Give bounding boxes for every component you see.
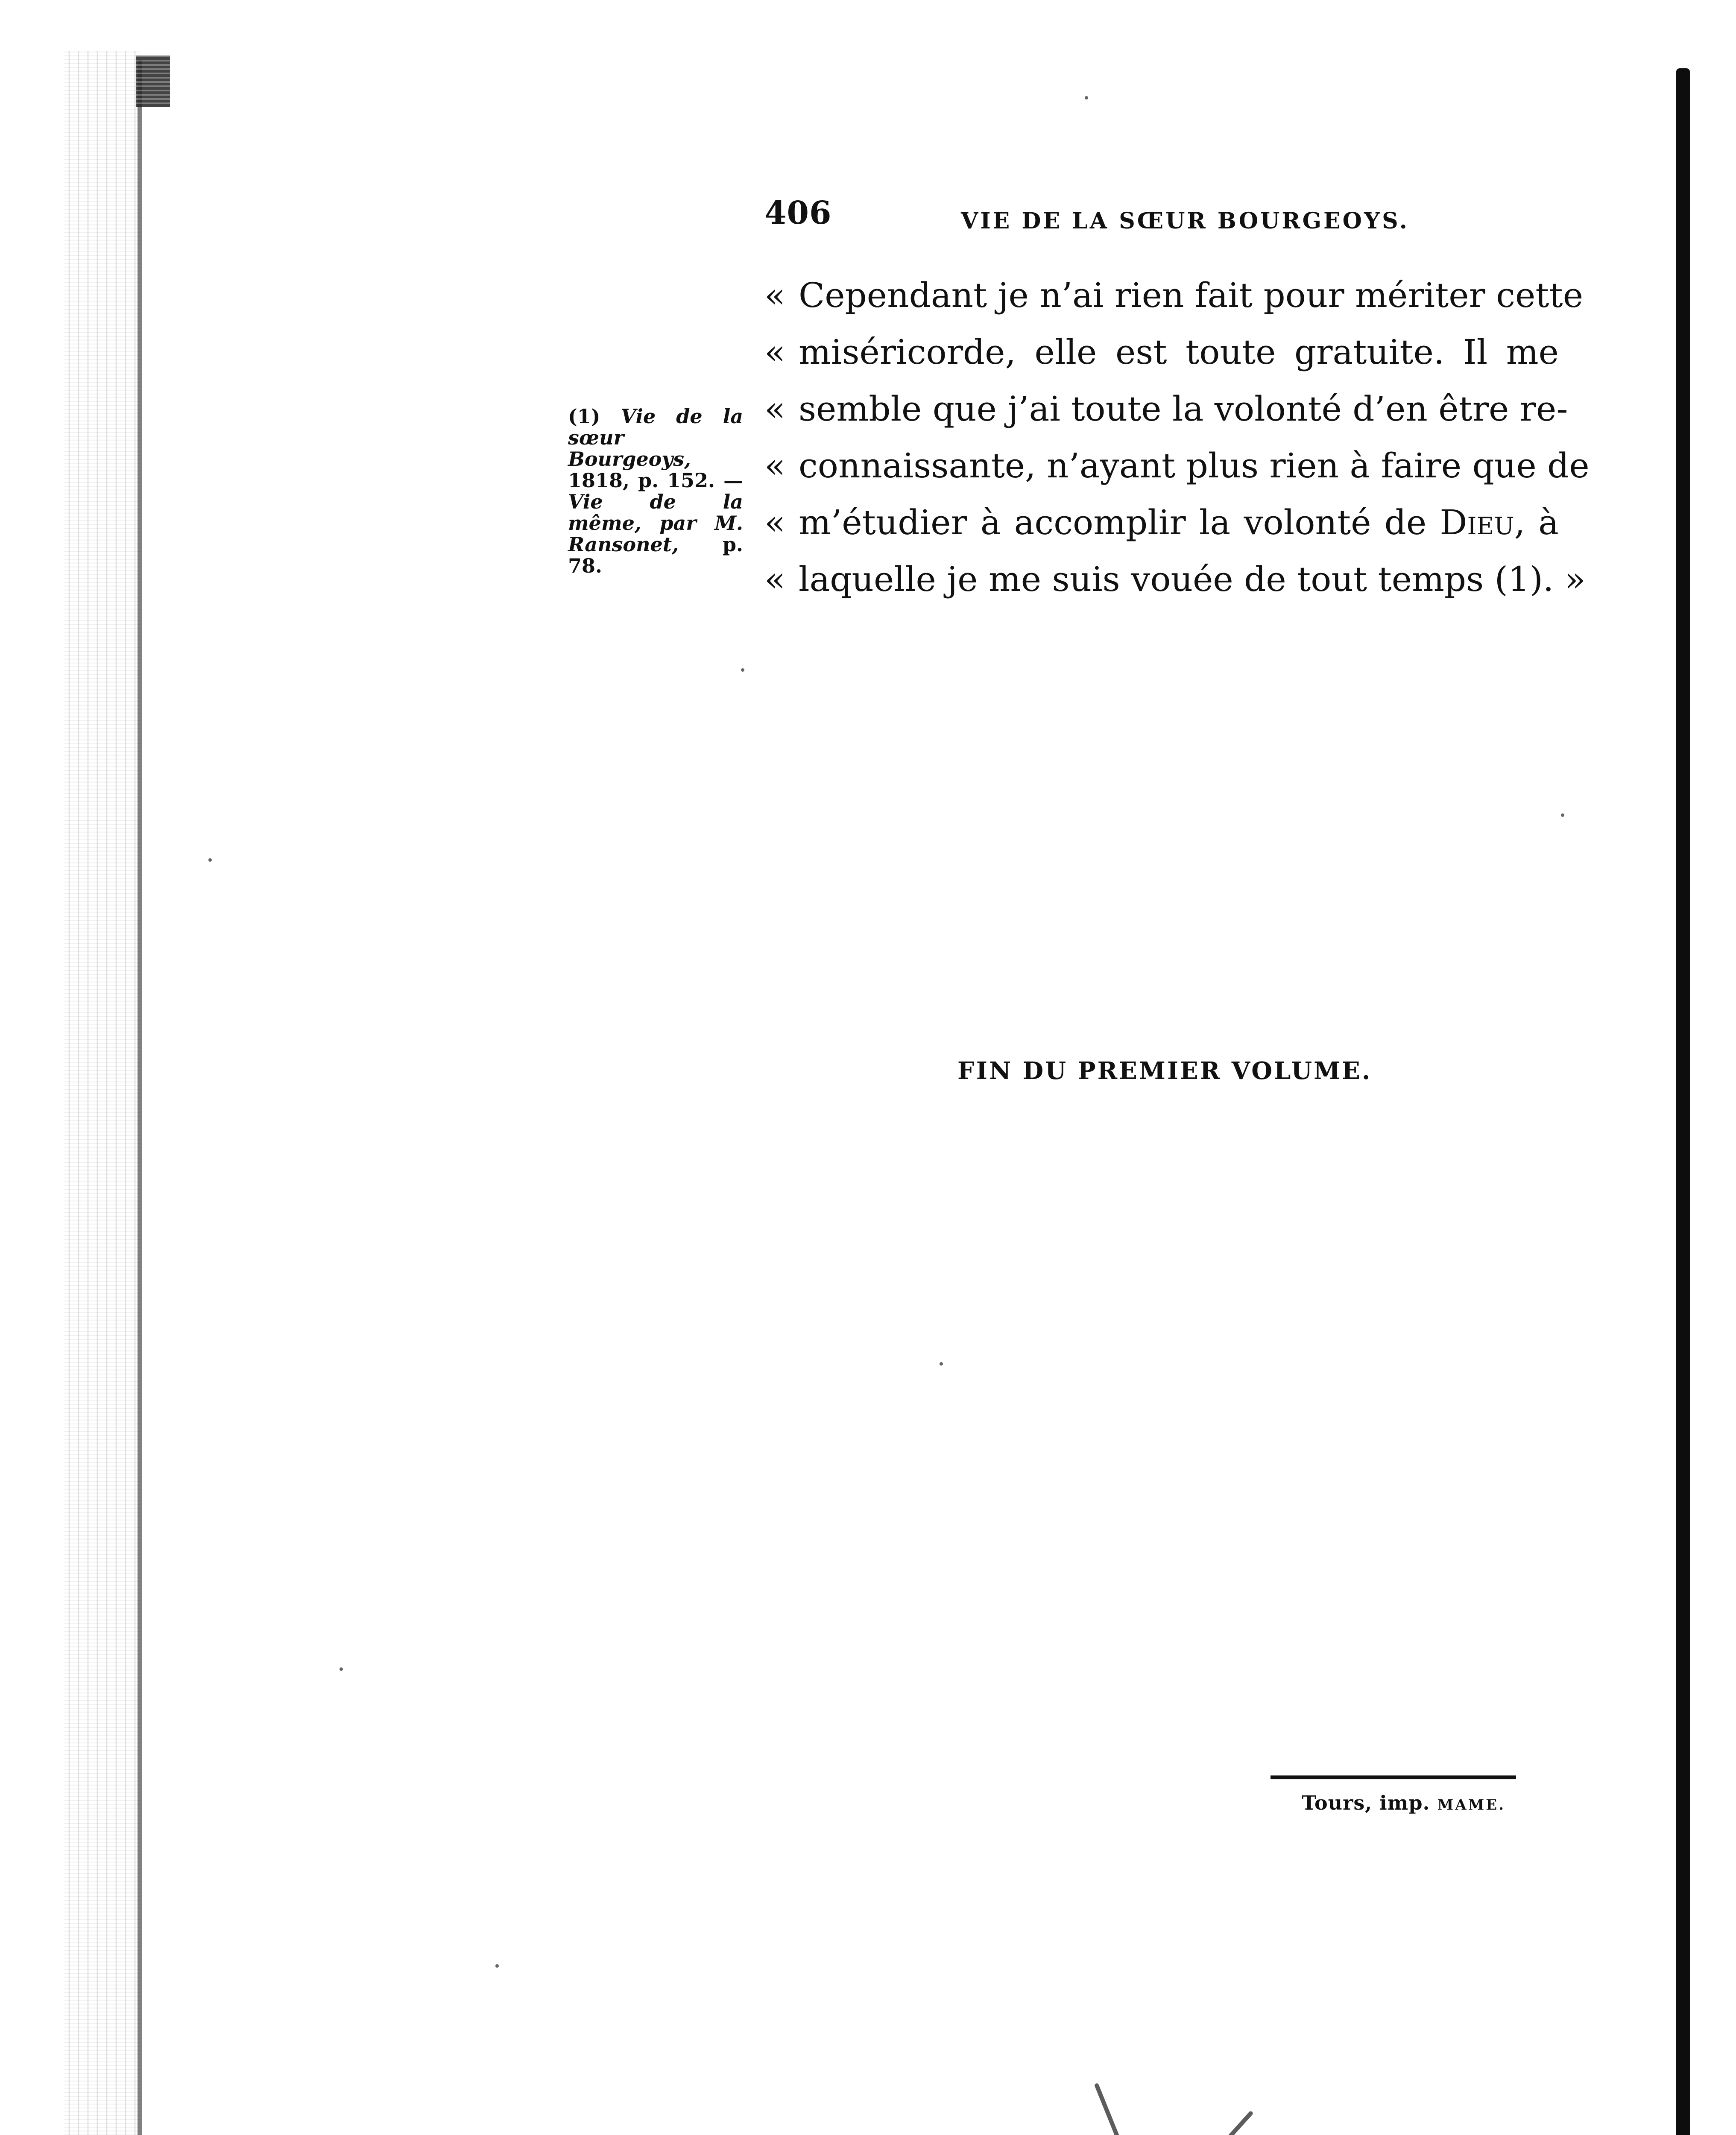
line-text: connaissante, n’ayant plus rien à faire que de xyxy=(799,446,1590,485)
scan-binding-edge xyxy=(138,60,142,2135)
text-line xyxy=(764,551,1586,608)
running-title: VIE DE LA SŒUR BOURGEOYS. xyxy=(961,208,1409,234)
speck xyxy=(1561,813,1564,817)
text-line xyxy=(764,380,1568,437)
end-of-volume: FIN DU PREMIER VOLUME. xyxy=(957,1057,1372,1085)
text-line xyxy=(764,324,1559,380)
speck xyxy=(940,1362,943,1366)
line-text: Cependant je n’ai rien fait pour mériter cette xyxy=(799,275,1584,315)
printer-prefix: Tours, imp. xyxy=(1302,1791,1430,1814)
speck xyxy=(340,1667,343,1671)
line-text: laquelle je me suis vouée de tout temps (1). » xyxy=(799,559,1586,599)
speck xyxy=(741,668,744,672)
body-quotation xyxy=(764,267,1590,608)
quote-mark: « xyxy=(764,559,785,599)
printer-name: MAME. xyxy=(1437,1796,1505,1813)
footnote-marker: (1) xyxy=(568,405,600,428)
line-text: semble que j’ai toute la volonté d’en être re- xyxy=(799,389,1568,429)
speck xyxy=(1085,96,1088,99)
footnote-title-1: Vie de la sœur Bourgeoys, xyxy=(568,405,743,471)
line-text-after: , à xyxy=(1514,503,1559,542)
footnote-ref-2: p. 78. xyxy=(568,533,743,577)
text-line xyxy=(764,494,1559,551)
line-text-before: m’étudier à accomplir la volonté de xyxy=(799,503,1440,542)
line-text-smallcaps: Dieu xyxy=(1440,503,1514,542)
scan-binding-shadow xyxy=(64,51,141,2135)
printer-imprint xyxy=(1302,1791,1505,1814)
quote-mark: « xyxy=(764,389,785,429)
quote-mark: « xyxy=(764,446,785,485)
speck xyxy=(495,1964,499,1968)
line-text: miséricorde, elle est toute gratuite. Il me xyxy=(799,332,1559,372)
scan-corner-mark xyxy=(136,56,170,107)
speck xyxy=(208,858,212,862)
text-line xyxy=(764,437,1590,494)
footnote-title-2: Vie de la même, par M. Ransonet, xyxy=(568,490,743,556)
quote-mark: « xyxy=(764,275,785,315)
quote-mark: « xyxy=(764,503,785,542)
quote-mark: « xyxy=(764,332,785,372)
margin-footnote xyxy=(568,406,743,576)
page-number: 406 xyxy=(764,195,832,231)
printer-rule xyxy=(1271,1775,1516,1779)
text-line xyxy=(764,267,1584,324)
scan-right-edge xyxy=(1676,68,1690,2135)
footnote-ref-1: 1818, p. 152. — xyxy=(568,469,743,492)
